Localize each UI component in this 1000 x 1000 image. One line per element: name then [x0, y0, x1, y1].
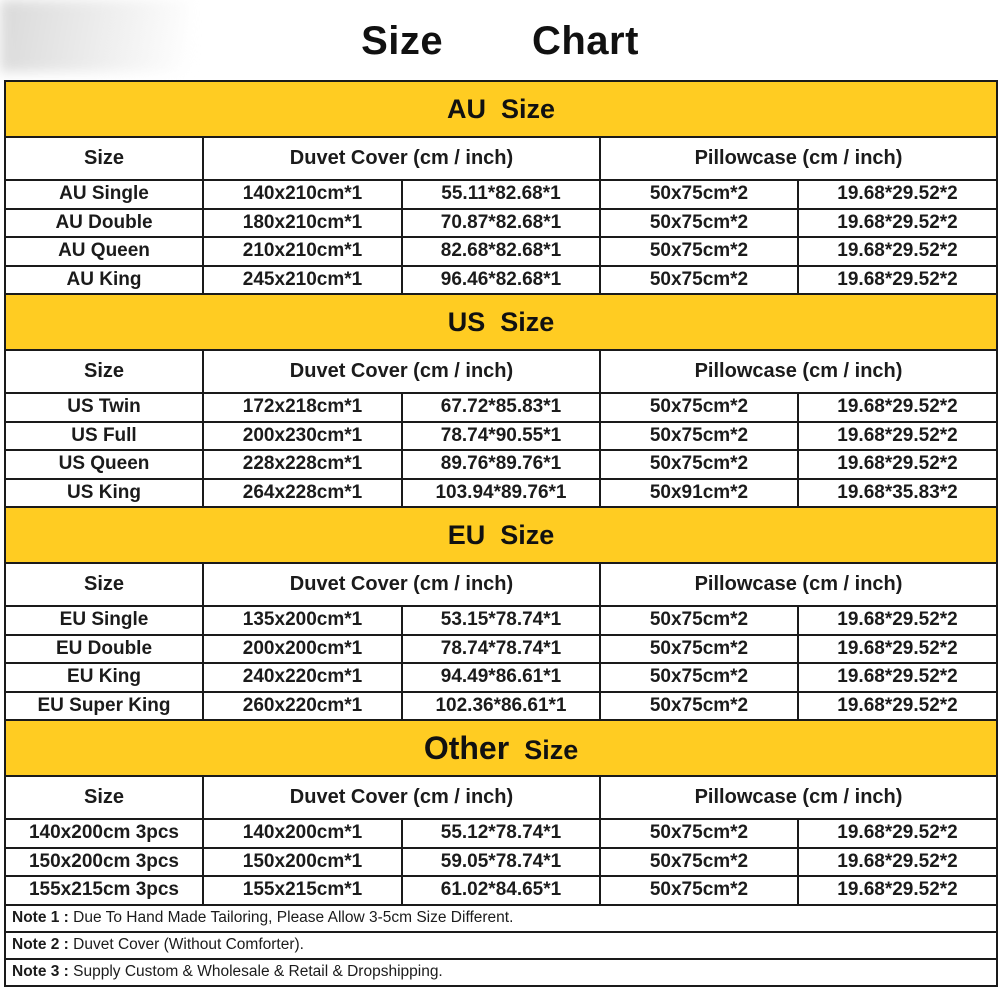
- cell-pillow-cm: 50x75cm*2: [600, 663, 798, 692]
- header-pillowcase: Pillowcase (cm / inch): [600, 137, 997, 180]
- cell-pillow-cm: 50x75cm*2: [600, 237, 798, 266]
- header-size: Size: [5, 137, 203, 180]
- table-row: [5, 479, 997, 508]
- column-header-row: [5, 776, 997, 819]
- cell-duvet-cm: 135x200cm*1: [203, 606, 402, 635]
- header-duvet-cover: Duvet Cover (cm / inch): [203, 350, 600, 393]
- section-name: EU: [447, 519, 486, 550]
- note-label: Note 1 :: [12, 909, 69, 926]
- cell-duvet-inch: 78.74*78.74*1: [402, 635, 600, 664]
- section-title: [5, 294, 997, 350]
- cell-duvet-cm: 140x210cm*1: [203, 180, 402, 209]
- cell-size: AU Queen: [5, 237, 203, 266]
- section-title: [5, 81, 997, 137]
- cell-pillow-inch: 19.68*29.52*2: [798, 876, 997, 905]
- cell-size: AU Single: [5, 180, 203, 209]
- cell-pillow-cm: 50x75cm*2: [600, 180, 798, 209]
- cell-pillow-inch: 19.68*29.52*2: [798, 692, 997, 721]
- cell-size: US Twin: [5, 393, 203, 422]
- cell-pillow-inch: 19.68*29.52*2: [798, 606, 997, 635]
- note-text: Duvet Cover (Without Comforter).: [68, 936, 304, 953]
- table-row: [5, 819, 997, 848]
- header-pillowcase: Pillowcase (cm / inch): [600, 563, 997, 606]
- cell-size: 140x200cm 3pcs: [5, 819, 203, 848]
- table-row: [5, 663, 997, 692]
- cell-duvet-inch: 82.68*82.68*1: [402, 237, 600, 266]
- cell-duvet-cm: 140x200cm*1: [203, 819, 402, 848]
- cell-pillow-cm: 50x75cm*2: [600, 848, 798, 877]
- section-header-other: [5, 720, 997, 776]
- table-row: [5, 180, 997, 209]
- section-header-au: [5, 81, 997, 137]
- cell-duvet-inch: 55.12*78.74*1: [402, 819, 600, 848]
- cell-duvet-inch: 78.74*90.55*1: [402, 422, 600, 451]
- cell-size: US Full: [5, 422, 203, 451]
- cell-duvet-inch: 103.94*89.76*1: [402, 479, 600, 508]
- cell-pillow-inch: 19.68*29.52*2: [798, 266, 997, 295]
- size-chart-body: [5, 81, 997, 986]
- cell-size: EU Single: [5, 606, 203, 635]
- header-pillowcase: Pillowcase (cm / inch): [600, 350, 997, 393]
- section-title: [5, 720, 997, 776]
- cell-duvet-cm: 210x210cm*1: [203, 237, 402, 266]
- cell-size: EU Double: [5, 635, 203, 664]
- cell-pillow-inch: 19.68*29.52*2: [798, 848, 997, 877]
- cell-pillow-inch: 19.68*29.52*2: [798, 450, 997, 479]
- cell-pillow-inch: 19.68*29.52*2: [798, 819, 997, 848]
- header-duvet-cover: Duvet Cover (cm / inch): [203, 137, 600, 180]
- cell-duvet-inch: 61.02*84.65*1: [402, 876, 600, 905]
- table-row: [5, 635, 997, 664]
- cell-size: 155x215cm 3pcs: [5, 876, 203, 905]
- column-header-row: [5, 137, 997, 180]
- cell-pillow-cm: 50x75cm*2: [600, 266, 798, 295]
- cell-duvet-cm: 200x230cm*1: [203, 422, 402, 451]
- cell-size: EU Super King: [5, 692, 203, 721]
- cell-size: EU King: [5, 663, 203, 692]
- cell-pillow-cm: 50x75cm*2: [600, 692, 798, 721]
- cell-pillow-cm: 50x75cm*2: [600, 606, 798, 635]
- table-row: [5, 393, 997, 422]
- cell-pillow-cm: 50x75cm*2: [600, 876, 798, 905]
- section-title: [5, 507, 997, 563]
- column-header-row: [5, 350, 997, 393]
- page-title: Size Chart: [361, 18, 639, 63]
- cell-duvet-inch: 67.72*85.83*1: [402, 393, 600, 422]
- note-text: Due To Hand Made Tailoring, Please Allow 3-5cm Size Different.: [68, 909, 514, 926]
- section-header-us: [5, 294, 997, 350]
- cell-size: US King: [5, 479, 203, 508]
- cell-pillow-inch: 19.68*29.52*2: [798, 663, 997, 692]
- header-duvet-cover: Duvet Cover (cm / inch): [203, 776, 600, 819]
- cell-duvet-cm: 245x210cm*1: [203, 266, 402, 295]
- cell-duvet-cm: 228x228cm*1: [203, 450, 402, 479]
- note-text: Supply Custom & Wholesale & Retail & Dropshipping.: [68, 963, 443, 980]
- note-row: [5, 932, 997, 959]
- cell-size: AU Double: [5, 209, 203, 238]
- table-row: [5, 450, 997, 479]
- cell-duvet-cm: 260x220cm*1: [203, 692, 402, 721]
- note-cell: [5, 932, 997, 959]
- cell-duvet-inch: 96.46*82.68*1: [402, 266, 600, 295]
- cell-duvet-inch: 55.11*82.68*1: [402, 180, 600, 209]
- column-header-row: [5, 563, 997, 606]
- cell-pillow-cm: 50x75cm*2: [600, 393, 798, 422]
- cell-pillow-cm: 50x75cm*2: [600, 450, 798, 479]
- cell-pillow-inch: 19.68*29.52*2: [798, 237, 997, 266]
- section-suffix: Size: [500, 519, 555, 550]
- cell-duvet-cm: 180x210cm*1: [203, 209, 402, 238]
- cell-duvet-cm: 172x218cm*1: [203, 393, 402, 422]
- table-row: [5, 422, 997, 451]
- header-duvet-cover: Duvet Cover (cm / inch): [203, 563, 600, 606]
- table-row: [5, 237, 997, 266]
- header-size: Size: [5, 563, 203, 606]
- cell-pillow-cm: 50x75cm*2: [600, 819, 798, 848]
- table-row: [5, 209, 997, 238]
- cell-duvet-inch: 94.49*86.61*1: [402, 663, 600, 692]
- note-label: Note 3 :: [12, 963, 69, 980]
- cell-pillow-inch: 19.68*29.52*2: [798, 393, 997, 422]
- cell-duvet-inch: 89.76*89.76*1: [402, 450, 600, 479]
- cell-pillow-inch: 19.68*35.83*2: [798, 479, 997, 508]
- cell-pillow-cm: 50x91cm*2: [600, 479, 798, 508]
- cell-pillow-inch: 19.68*29.52*2: [798, 635, 997, 664]
- header-size: Size: [5, 350, 203, 393]
- table-row: [5, 848, 997, 877]
- table-row: [5, 266, 997, 295]
- cell-size: AU King: [5, 266, 203, 295]
- section-suffix: Size: [501, 93, 556, 124]
- cell-pillow-inch: 19.68*29.52*2: [798, 180, 997, 209]
- note-row: [5, 959, 997, 986]
- cell-duvet-inch: 102.36*86.61*1: [402, 692, 600, 721]
- size-chart-table: [4, 80, 998, 987]
- cell-pillow-cm: 50x75cm*2: [600, 209, 798, 238]
- cell-duvet-cm: 150x200cm*1: [203, 848, 402, 877]
- cell-duvet-cm: 240x220cm*1: [203, 663, 402, 692]
- note-cell: [5, 959, 997, 986]
- cell-size: US Queen: [5, 450, 203, 479]
- table-row: [5, 606, 997, 635]
- cell-duvet-cm: 264x228cm*1: [203, 479, 402, 508]
- table-row: [5, 692, 997, 721]
- cell-duvet-cm: 155x215cm*1: [203, 876, 402, 905]
- section-name: Other: [423, 729, 510, 766]
- header-size: Size: [5, 776, 203, 819]
- cell-pillow-inch: 19.68*29.52*2: [798, 209, 997, 238]
- note-row: [5, 905, 997, 932]
- cell-duvet-inch: 70.87*82.68*1: [402, 209, 600, 238]
- table-row: [5, 876, 997, 905]
- section-name: AU: [447, 93, 486, 124]
- cell-duvet-cm: 200x200cm*1: [203, 635, 402, 664]
- cell-duvet-inch: 53.15*78.74*1: [402, 606, 600, 635]
- cell-pillow-cm: 50x75cm*2: [600, 635, 798, 664]
- note-cell: [5, 905, 997, 932]
- section-header-eu: [5, 507, 997, 563]
- cell-size: 150x200cm 3pcs: [5, 848, 203, 877]
- cell-duvet-inch: 59.05*78.74*1: [402, 848, 600, 877]
- cell-pillow-inch: 19.68*29.52*2: [798, 422, 997, 451]
- note-label: Note 2 :: [12, 936, 69, 953]
- section-name: US: [447, 306, 486, 337]
- header-pillowcase: Pillowcase (cm / inch): [600, 776, 997, 819]
- section-suffix: Size: [524, 734, 579, 765]
- section-suffix: Size: [500, 306, 555, 337]
- cell-pillow-cm: 50x75cm*2: [600, 422, 798, 451]
